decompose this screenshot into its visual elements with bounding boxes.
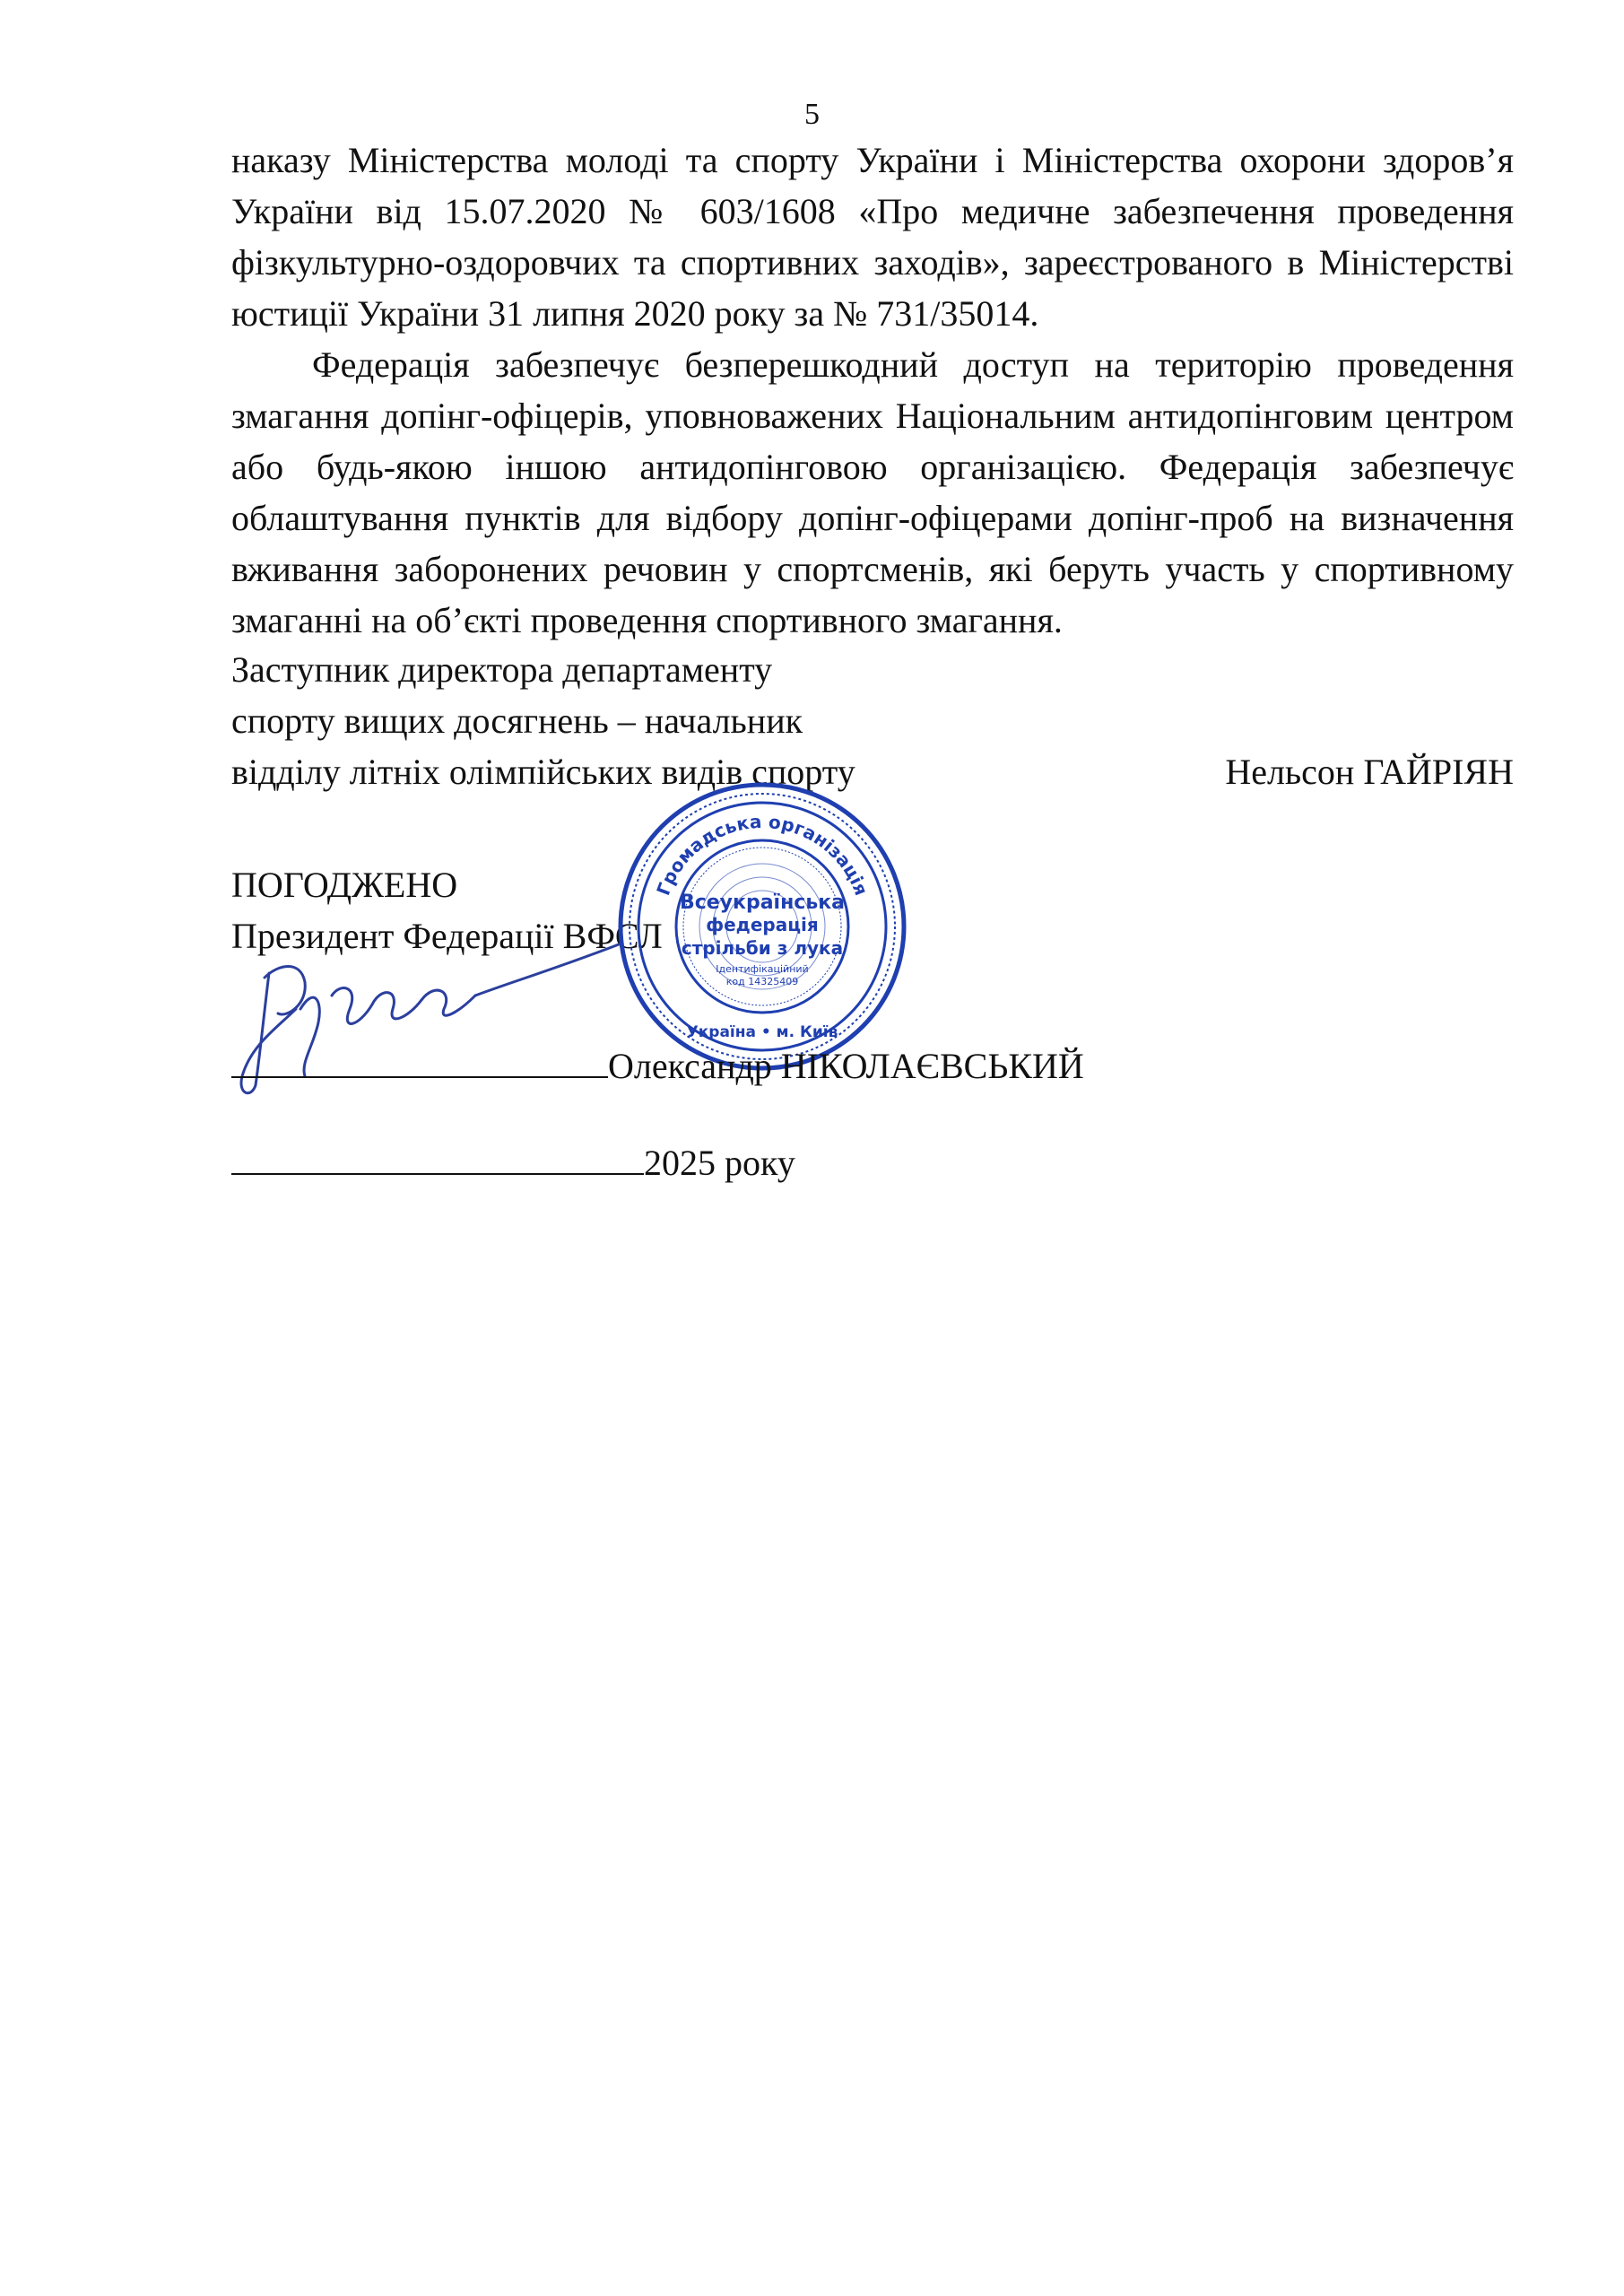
president-signature-line (231, 1040, 1084, 1091)
official-seal (614, 778, 910, 1074)
seal-outer-text: Громадська організація (652, 810, 873, 899)
seal-id-code: код 14325409 (725, 976, 799, 987)
seal-line-1: Всеукраїнська (679, 891, 846, 914)
body-text (231, 135, 1514, 646)
paragraph-2: Федерація забезпечує безперешкодний доступ на територію проведення змагання допінг-офіцерів, уповноважених Національним антидопінговим центром або будь-якою іншою антидопінговою організацією. Федерація забезпечує облаштування пунктів для відбору допінг-офіцерами допінг-проб на визначення вживання заборонених речовин у спортсменів, які беруть участь у спортивному змаганні на об’єкті проведення спортивного змагання. (231, 344, 1514, 640)
signatory-block (231, 644, 1514, 797)
seal-id-label: Ідентифікаційний (716, 963, 809, 975)
approval-position: Президент Федерації ВФСЛ (231, 916, 663, 956)
date-line (231, 1137, 795, 1188)
seal-line-3: стрільби з лука (681, 937, 844, 959)
president-name: Олександр НІКОЛАЄВСЬКИЙ (608, 1046, 1084, 1086)
signatory-title-line-1: Заступник директора департаменту (231, 649, 773, 690)
signature-blank (231, 1040, 608, 1078)
signatory-name: Нельсон ГАЙРІЯН (1225, 752, 1514, 792)
page-number: 5 (804, 98, 820, 131)
signatory-title-line-3: відділу літніх олімпійських видів спорту (231, 752, 855, 792)
date-suffix: 2025 року (644, 1143, 795, 1183)
approval-heading: ПОГОДЖЕНО (231, 865, 458, 905)
seal-line-2: федерація (706, 914, 819, 935)
date-blank (231, 1137, 644, 1175)
signatory-title-line-2: спорту вищих досягнень – начальник (231, 700, 803, 741)
seal-bottom-text: Україна • м. Київ (686, 1023, 838, 1041)
paragraph-1: наказу Міністерства молоді та спорту України і Міністерства охорони здоров’я України від 15.07.2020 № 603/1608 «Про медичне забезпечення проведення фізкультурно-оздоровчих та спортивних заходів», зареєстрованого в Міністерстві юстиції України 31 липня 2020 року за № 731/35014. (231, 140, 1514, 334)
